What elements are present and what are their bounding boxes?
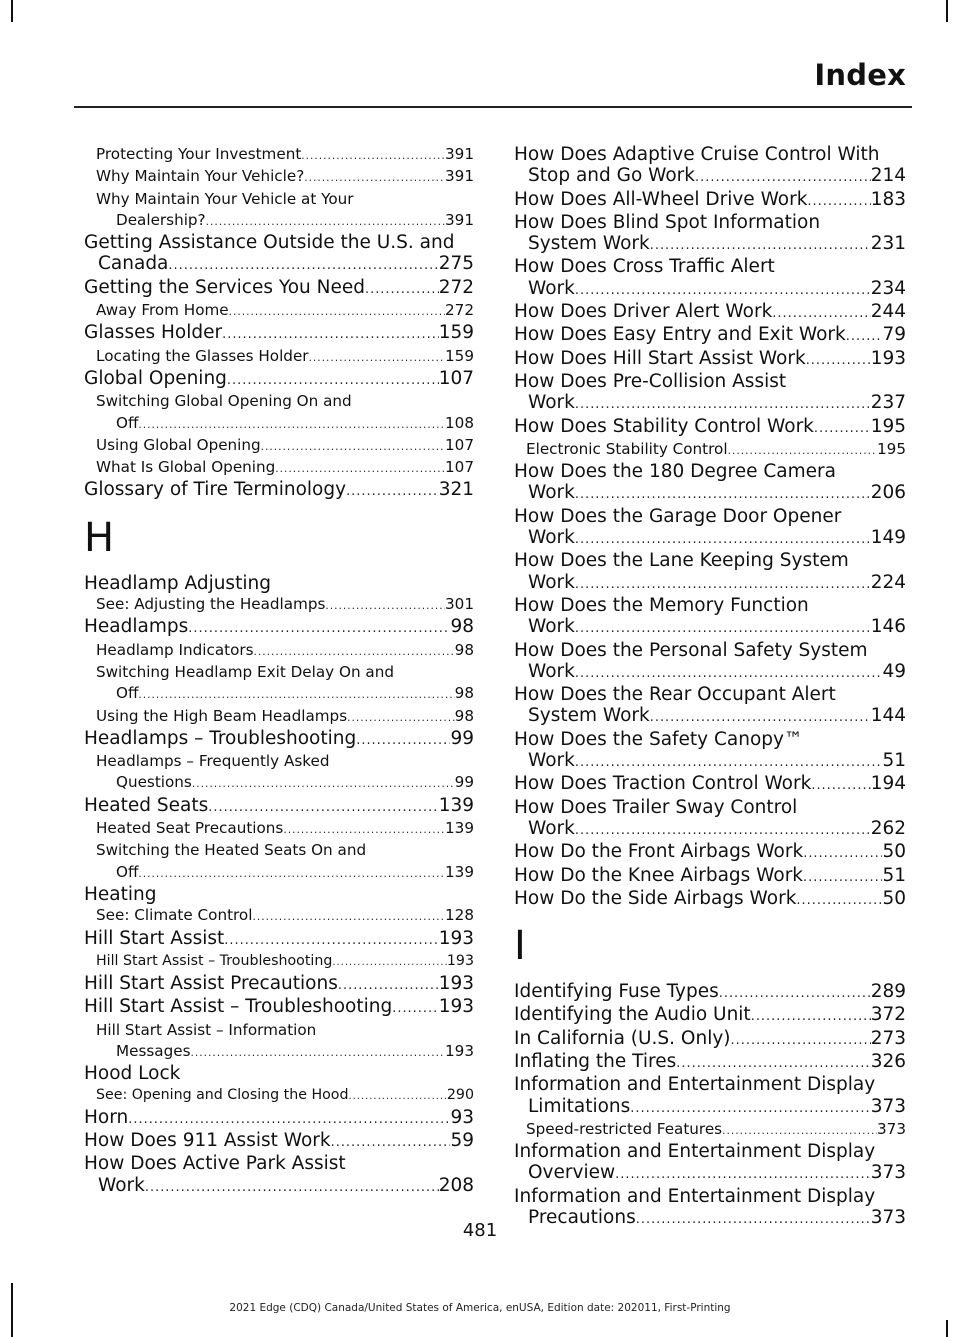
index-page-ref[interactable]: 326 — [870, 1050, 906, 1072]
index-entry-label: Work — [528, 527, 575, 549]
index-entry-label: Inflating the Tires — [514, 1050, 677, 1072]
dot-leader — [128, 1109, 450, 1130]
index-entry — [514, 773, 906, 796]
index-entry-label: How Does Stability Control Work — [514, 415, 814, 437]
index-entry — [84, 928, 474, 951]
index-subentry — [84, 144, 474, 166]
index-entry — [514, 189, 906, 212]
index-entry-label: Precautions — [528, 1207, 636, 1229]
dot-leader — [803, 867, 882, 888]
index-page-ref[interactable]: 195 — [877, 439, 906, 458]
index-entry-label: System Work — [528, 705, 650, 727]
index-entry — [84, 795, 474, 818]
index-page-ref[interactable]: 149 — [870, 527, 906, 549]
dot-leader — [261, 436, 445, 457]
index-entry-text: Switching Global Opening On and — [96, 392, 352, 411]
index-page-ref[interactable]: 146 — [870, 616, 906, 638]
index-entry — [514, 1004, 906, 1027]
index-page-ref[interactable]: 107 — [438, 367, 474, 389]
index-entry — [514, 550, 906, 595]
index-page-ref[interactable]: 139 — [445, 819, 474, 838]
index-entry — [84, 232, 474, 277]
index-entry-label: How Do the Side Airbags Work — [514, 887, 797, 909]
dot-leader — [227, 370, 439, 391]
dot-leader — [283, 819, 445, 840]
index-page-ref[interactable]: 272 — [445, 301, 474, 320]
index-entry-label: Work — [528, 482, 575, 504]
index-page-ref[interactable]: 49 — [882, 660, 906, 682]
index-page-ref[interactable]: 79 — [882, 324, 906, 346]
dot-leader — [138, 863, 445, 884]
index-entry-text: How Does the Personal Safety System — [514, 639, 868, 661]
page-title: Index — [814, 58, 906, 92]
index-entry-text: Why Maintain Your Vehicle at Your — [96, 189, 354, 208]
dot-leader — [206, 211, 445, 232]
index-entry-label: Hill Start Assist – Troubleshooting — [96, 952, 333, 969]
index-entry-label: Identifying Fuse Types — [514, 981, 719, 1003]
index-entry — [514, 348, 906, 371]
index-page-ref[interactable]: 391 — [445, 210, 474, 229]
index-entry-text: How Does Adaptive Cruise Control With — [514, 144, 880, 165]
dot-leader — [731, 1030, 871, 1051]
index-subentry — [84, 840, 474, 884]
dot-leader — [192, 773, 455, 794]
index-subentry — [84, 457, 474, 479]
index-entry-label: Overview — [528, 1162, 616, 1184]
dot-leader — [224, 930, 438, 951]
index-page-ref[interactable]: 51 — [882, 864, 906, 886]
index-entry-label: See: Adjusting the Headlamps — [96, 595, 326, 614]
index-page-ref[interactable]: 144 — [870, 705, 906, 727]
index-page-ref[interactable]: 99 — [450, 727, 474, 749]
index-page-ref[interactable]: 183 — [870, 188, 906, 210]
index-column-right — [514, 144, 906, 1230]
dot-leader — [301, 145, 445, 166]
index-entry-label: Protecting Your Investment — [96, 145, 302, 163]
index-entry — [514, 324, 906, 347]
dot-leader — [356, 730, 450, 751]
dot-leader — [676, 1053, 870, 1074]
dot-leader — [719, 983, 871, 1004]
index-entry-label: Away From Home — [96, 301, 229, 320]
index-entry-text: Hill Start Assist – Information — [96, 1020, 317, 1039]
index-page-ref[interactable]: 193 — [438, 927, 474, 949]
index-page-ref[interactable]: 193 — [446, 952, 474, 969]
index-page-ref[interactable]: 224 — [870, 571, 906, 593]
index-entry-label: Heated Seat Precautions — [96, 819, 284, 838]
dot-leader — [575, 663, 883, 684]
dot-leader — [803, 843, 882, 864]
index-page-ref[interactable]: 159 — [445, 346, 474, 365]
dot-leader — [309, 347, 445, 368]
page-number: 481 — [462, 1220, 498, 1241]
dot-leader — [365, 279, 439, 300]
crop-mark-top-left — [11, 0, 13, 22]
index-page-ref[interactable]: 391 — [445, 167, 474, 186]
index-entry-label: In California (U.S. Only) — [514, 1027, 731, 1049]
index-entry-text: How Does the Garage Door Opener — [514, 505, 842, 527]
index-entry-text: Switching Headlamp Exit Delay On and — [96, 662, 394, 681]
index-page-ref[interactable]: 159 — [438, 322, 474, 344]
dot-leader — [575, 280, 871, 301]
index-entry-label: Headlamp Adjusting — [84, 572, 271, 594]
index-entry — [84, 728, 474, 751]
index-entry — [84, 1107, 474, 1130]
index-page-ref[interactable]: 193 — [445, 1041, 474, 1060]
dot-leader — [338, 975, 439, 996]
dot-leader — [650, 707, 871, 728]
index-subentry — [84, 166, 474, 188]
index-page-ref[interactable]: 98 — [450, 616, 474, 638]
dot-leader — [772, 303, 870, 324]
index-page-ref[interactable]: 214 — [870, 165, 906, 187]
dot-leader — [575, 574, 871, 595]
index-entry-label: Horn — [84, 1106, 129, 1128]
index-entry — [514, 256, 906, 301]
index-entry-label: Work — [528, 750, 575, 772]
dot-leader — [796, 890, 882, 911]
index-entry — [514, 1028, 906, 1051]
index-subentry — [84, 951, 474, 973]
index-page-ref[interactable]: 51 — [882, 750, 906, 772]
index-entry-label: See: Opening and Closing the Hood — [96, 1086, 349, 1103]
index-entry-label: Why Maintain Your Vehicle? — [96, 167, 305, 186]
index-entry-text: How Does Active Park Assist — [84, 1153, 346, 1175]
index-page-ref[interactable]: 193 — [438, 973, 474, 995]
dot-leader — [695, 167, 871, 188]
index-entry — [84, 1153, 474, 1198]
index-entry-label: Canada — [98, 253, 169, 275]
index-entry — [84, 1130, 474, 1153]
index-subentry — [84, 751, 474, 795]
index-entry-text: How Does Trailer Sway Control — [514, 796, 798, 818]
index-entry — [514, 888, 906, 911]
index-page-ref[interactable]: 93 — [450, 1106, 474, 1128]
index-entry-label: Global Opening — [84, 367, 227, 389]
index-page-ref[interactable]: 98 — [454, 684, 474, 703]
header-rule — [74, 106, 912, 108]
index-page-ref[interactable]: 373 — [877, 1119, 906, 1138]
index-entry-label: Headlamps — [84, 616, 189, 638]
index-entry-text: How Does Blind Spot Information — [514, 211, 821, 233]
index-entry-label: Speed-restricted Features — [526, 1119, 723, 1138]
index-subentry — [514, 1119, 906, 1141]
index-entry-label: Work — [98, 1174, 145, 1196]
index-section-letter: I — [514, 923, 526, 970]
dot-leader — [575, 820, 871, 841]
dot-leader — [575, 529, 871, 550]
dot-leader — [728, 440, 877, 461]
index-page-ref[interactable]: 275 — [438, 253, 474, 275]
index-entry — [84, 479, 474, 502]
index-subentry — [84, 391, 474, 435]
index-entry-text: Information and Entertainment Display — [514, 1074, 876, 1096]
index-entry-label: Electronic Stability Control — [526, 439, 728, 458]
index-entry-label: Hill Start Assist — [84, 927, 225, 949]
index-entry-label: Limitations — [528, 1095, 631, 1117]
index-entry-label: Hood Lock — [84, 1063, 181, 1085]
index-page-ref[interactable]: 50 — [882, 887, 906, 909]
dot-leader — [722, 1120, 877, 1141]
dot-leader — [325, 595, 445, 616]
index-page-ref[interactable]: 273 — [870, 1027, 906, 1049]
index-entry-text: How Does the Safety Canopy™ — [514, 728, 803, 750]
index-entry — [514, 301, 906, 324]
dot-leader — [222, 324, 439, 345]
dot-leader — [304, 167, 445, 188]
index-page-ref[interactable]: 321 — [438, 479, 474, 501]
index-page-ref[interactable]: 193 — [870, 347, 906, 369]
index-entry-label: Heated Seats — [84, 794, 209, 816]
index-page-ref[interactable]: 391 — [445, 145, 474, 163]
index-entry — [514, 1074, 906, 1119]
index-entry-label: Work — [528, 817, 575, 839]
index-entry-text: Information and Entertainment Display — [514, 1141, 876, 1163]
dot-leader — [650, 235, 871, 256]
dot-leader — [615, 1164, 871, 1185]
index-page-ref[interactable]: 244 — [870, 301, 906, 323]
index-page-ref[interactable]: 208 — [438, 1174, 474, 1196]
index-entry — [84, 616, 474, 639]
index-entry-text: How Does the Lane Keeping System — [514, 550, 849, 572]
index-entry-label: See: Climate Control — [96, 906, 253, 925]
index-page-ref[interactable]: 107 — [445, 435, 474, 454]
index-entry-text: How Does the 180 Degree Camera — [514, 461, 836, 483]
index-column-left — [84, 144, 474, 1198]
index-entry-label: Getting the Services You Need — [84, 276, 365, 298]
index-entry — [84, 277, 474, 300]
dot-leader — [806, 350, 871, 371]
dot-leader — [392, 998, 438, 1019]
index-entry — [514, 841, 906, 864]
index-entry — [514, 416, 906, 439]
index-page-ref[interactable]: 59 — [450, 1130, 474, 1152]
dot-leader — [347, 707, 455, 728]
index-entry-label: Work — [528, 616, 575, 638]
index-subentry — [84, 435, 474, 457]
dot-leader — [331, 1132, 451, 1153]
index-entry-label: How Does 911 Assist Work — [84, 1130, 331, 1152]
dot-leader — [575, 618, 871, 639]
index-subentry — [84, 818, 474, 840]
index-subentry — [84, 1085, 474, 1107]
index-entry-label: How Do the Front Airbags Work — [514, 841, 804, 863]
index-entry-label: Hill Start Assist Precautions — [84, 973, 338, 995]
index-entry-label: Identifying the Audio Unit — [514, 1004, 751, 1026]
index-entry-text: Headlamps – Frequently Asked — [96, 752, 330, 771]
dot-leader — [811, 775, 870, 796]
index-entry — [514, 729, 906, 774]
index-entry-label: Work — [528, 392, 575, 414]
index-entry — [514, 797, 906, 842]
index-entry — [84, 973, 474, 996]
index-page-ref[interactable]: 128 — [445, 906, 474, 925]
index-entry — [514, 865, 906, 888]
index-section-letter: H — [84, 514, 115, 561]
index-entry-label: Stop and Go Work — [528, 165, 696, 187]
index-subentry — [84, 662, 474, 706]
index-entry-label: Headlamp Indicators — [96, 640, 254, 659]
index-page-ref[interactable]: 373 — [870, 1162, 906, 1184]
index-entry-label: Off — [116, 684, 139, 703]
index-page-ref[interactable]: 272 — [438, 276, 474, 298]
index-entry-text: Getting Assistance Outside the U.S. and — [84, 232, 455, 254]
crop-mark-bottom-right — [946, 1320, 948, 1337]
index-page-ref[interactable]: 289 — [870, 981, 906, 1003]
index-entry-label: Dealership? — [116, 210, 206, 229]
index-entry-text: How Does the Rear Occupant Alert — [514, 684, 836, 706]
index-entry-label: Locating the Glasses Holder — [96, 346, 309, 365]
dot-leader — [145, 1177, 439, 1198]
index-page-ref[interactable]: 139 — [438, 794, 474, 816]
index-entry — [514, 371, 906, 416]
index-entry — [514, 684, 906, 729]
index-entry-label: What Is Global Opening — [96, 458, 276, 477]
index-entry-label: How Do the Knee Airbags Work — [514, 864, 804, 886]
index-entry-label: How Does Easy Entry and Exit Work — [514, 324, 846, 346]
index-entry-label: Using Global Opening — [96, 435, 261, 454]
index-entry-label: Off — [116, 413, 139, 432]
index-page-ref[interactable]: 193 — [438, 996, 474, 1018]
index-page-ref[interactable]: 195 — [870, 415, 906, 437]
index-entry-label: Heating — [84, 883, 157, 905]
index-subentry — [84, 300, 474, 322]
index-entry-label: Hill Start Assist – Troubleshooting — [84, 996, 393, 1018]
index-entry-label: Questions — [116, 773, 192, 792]
index-entry — [84, 368, 474, 391]
dot-leader — [575, 484, 871, 505]
index-entry-label: Headlamps – Troubleshooting — [84, 727, 357, 749]
index-entry-label: How Does Driver Alert Work — [514, 301, 773, 323]
index-entry-label: Off — [116, 862, 139, 881]
index-page-ref[interactable]: 373 — [870, 1207, 906, 1229]
index-entry-label: Work — [528, 571, 575, 593]
index-entry-label: Messages — [116, 1041, 191, 1060]
dot-leader — [252, 906, 445, 927]
index-entry-label: Glasses Holder — [84, 322, 223, 344]
index-entry — [514, 461, 906, 506]
dot-leader — [332, 952, 447, 973]
dot-leader — [229, 301, 445, 322]
index-entry — [514, 640, 906, 685]
index-entry-text: How Does the Memory Function — [514, 594, 809, 616]
dot-leader — [190, 1042, 445, 1063]
index-entry — [514, 212, 906, 257]
index-entry — [514, 595, 906, 640]
index-subentry — [84, 905, 474, 927]
index-page-ref[interactable]: 98 — [454, 640, 474, 659]
index-entry-label: How Does All-Wheel Drive Work — [514, 188, 808, 210]
index-subentry — [84, 706, 474, 728]
index-page-ref[interactable]: 107 — [445, 458, 474, 477]
index-subentry — [84, 594, 474, 616]
index-page-ref[interactable]: 231 — [870, 233, 906, 255]
index-entry-label: Work — [528, 660, 575, 682]
index-entry-label: How Does Hill Start Assist Work — [514, 347, 806, 369]
index-page-ref[interactable]: 262 — [870, 817, 906, 839]
index-page-ref[interactable]: 108 — [445, 413, 474, 432]
dot-leader — [138, 414, 445, 435]
index-entry — [84, 573, 474, 594]
index-entry — [84, 884, 474, 905]
dot-leader — [208, 797, 438, 818]
index-page-ref[interactable]: 139 — [445, 862, 474, 881]
index-page-ref[interactable]: 50 — [882, 841, 906, 863]
dot-leader — [751, 1006, 871, 1027]
dot-leader — [814, 418, 871, 439]
index-entry-text: Switching the Heated Seats On and — [96, 841, 367, 860]
index-page-ref[interactable]: 99 — [454, 773, 474, 792]
dot-leader — [349, 1086, 447, 1107]
dot-leader — [575, 752, 883, 773]
dot-leader — [254, 641, 455, 662]
index-entry — [514, 1141, 906, 1186]
index-entry-text: How Does Pre-Collision Assist — [514, 370, 787, 392]
dot-leader — [630, 1098, 870, 1119]
index-entry-label: Glossary of Tire Terminology — [84, 479, 347, 501]
index-subentry — [84, 1020, 474, 1064]
index-page-ref[interactable]: 237 — [870, 392, 906, 414]
index-page-ref[interactable]: 206 — [870, 482, 906, 504]
index-page-ref[interactable]: 234 — [870, 277, 906, 299]
index-entry — [514, 144, 906, 189]
index-entry-text: Information and Entertainment Display — [514, 1185, 876, 1207]
index-entry-label: System Work — [528, 233, 650, 255]
index-subentry — [84, 189, 474, 233]
index-entry-label: Using the High Beam Headlamps — [96, 706, 348, 725]
index-page-ref[interactable]: 373 — [870, 1095, 906, 1117]
index-subentry — [84, 640, 474, 662]
index-entry-label: Work — [528, 277, 575, 299]
index-page-ref[interactable]: 301 — [445, 595, 474, 614]
index-entry — [84, 322, 474, 345]
index-entry — [514, 1051, 906, 1074]
dot-leader — [846, 326, 883, 347]
dot-leader — [807, 191, 870, 212]
dot-leader — [138, 684, 454, 705]
dot-leader — [275, 458, 445, 479]
footer-text: 2021 Edge (CDQ) Canada/United States of America, enUSA, Edition date: 202011, First-Printing — [229, 1302, 731, 1314]
index-entry — [84, 996, 474, 1019]
dot-leader — [168, 255, 438, 276]
index-page-ref[interactable]: 194 — [870, 773, 906, 795]
crop-mark-top-right — [946, 0, 948, 22]
index-page-ref[interactable]: 98 — [454, 706, 474, 725]
index-subentry — [514, 439, 906, 461]
index-subentry — [84, 346, 474, 368]
index-entry — [514, 981, 906, 1004]
index-page-ref[interactable]: 290 — [446, 1086, 474, 1103]
index-entry — [514, 506, 906, 551]
index-entry — [84, 1063, 474, 1084]
dot-leader — [346, 481, 439, 502]
index-entry-text: How Does Cross Traffic Alert — [514, 256, 775, 278]
dot-leader — [575, 394, 871, 415]
index-page-ref[interactable]: 372 — [870, 1004, 906, 1026]
dot-leader — [188, 618, 450, 639]
index-entry-label: How Does Traction Control Work — [514, 773, 812, 795]
